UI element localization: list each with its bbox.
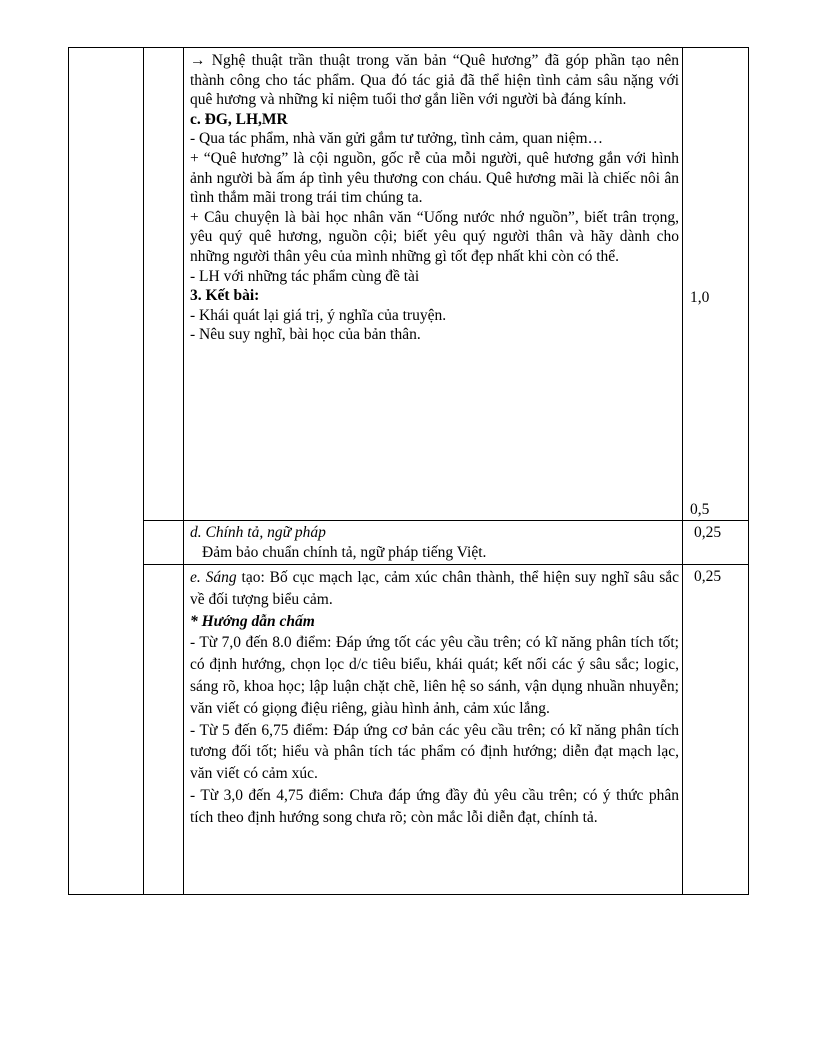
row3-title-rest: tạo: Bố cục mạch lạc, cảm xúc chân thành, thể hiện suy nghĩ sâu sắc về đối tượng biểu cảm. [190,569,679,608]
row1-score-a: 1,0 [690,289,710,306]
row3-title-italic: e. Sáng [190,569,237,586]
row2-text: Đảm bảo chuẩn chính tả, ngữ pháp tiếng Việt. [202,543,487,561]
table-col-divider-3 [682,47,683,895]
table-border-left [68,47,69,895]
row1-paragraph-5: - LH với những tác phẩm cùng đề tài [190,267,420,285]
row3-guide-1: - Từ 7,0 đến 8.0 điểm: Đáp ứng tốt các yêu cầu trên; có kĩ năng phân tích tốt; có định hướng, chọn lọc d/c tiêu biểu, khái quát; kết nối các ý sâu sắc; logic, sáng rõ, khoa học; lập luận chặt chẽ, liên hệ so sánh, vận dụng nhuần nhuyễn; văn viết có giọng điệu riêng, giàu hình ảnh, cảm xúc lắng. [190,634,679,717]
row1-score-b: 0,5 [690,501,710,518]
table-border-right [748,47,749,895]
table-border-bottom [68,894,749,895]
row3-guide-heading: * Hướng dẫn chấm [190,612,315,630]
row2-title: d. Chính tả, ngữ pháp [190,524,326,541]
table-col-divider-2 [183,47,184,895]
row1-conclusion-paragraph: → Nghệ thuật trần thuật trong văn bản “Quê hương” đã góp phần tạo nên thành công cho tác phẩm. Qua đó tác giả đã thể hiện tình cảm sâu nặng với quê hương và những kỉ niệm tuổi thơ gắn liền với người bà đáng kính. [190,52,679,109]
row3-content [190,567,679,829]
row2-content [190,523,679,562]
table-row-divider-2 [143,564,749,565]
row3-guide-2: - Từ 5 đến 6,75 điểm: Đáp ứng cơ bản các yêu cầu trên; có kĩ năng phân tích tương đối tốt; hiểu và phân tích tác phẩm có định hướng; diễn đạt mạch lạc, văn viết có cảm xúc. [190,721,679,783]
row1-content [190,51,679,345]
row3-guide-3: - Từ 3,0 đến 4,75 điểm: Chưa đáp ứng đầy đủ yêu cầu trên; có ý thức phân tích theo định hướng song chưa rõ; còn mắc lỗi diễn đạt, chính tả. [190,786,679,826]
row1-heading-3: 3. Kết bài: [190,287,260,305]
row2-score: 0,25 [694,524,722,541]
row1-paragraph-2: - Qua tác phẩm, nhà văn gửi gắm tư tưởng, tình cảm, quan niệm… [190,130,604,148]
row3-score: 0,25 [694,568,722,585]
row1-paragraph-7: - Nêu suy nghĩ, bài học của bản thân. [190,326,421,344]
row1-paragraph-3: + “Quê hương” là cội nguồn, gốc rễ của mỗi người, quê hương gắn với hình ảnh người bà ấm áp tình yêu thương con cháu. Quê hương mãi là chiếc nôi ân tình thắm mãi trong trái tim chúng ta. [190,149,679,207]
table-row-divider-1 [143,520,749,521]
row1-paragraph-6: - Khái quát lại giá trị, ý nghĩa của truyện. [190,306,447,324]
row1-paragraph-4: + Câu chuyện là bài học nhân văn “Uống nước nhớ nguồn”, biết trân trọng, yêu quý quê hương, nguồn cội; biết yêu quý người thân và hãy dành cho những người thân yêu của mình những gì tốt đẹp nhất khi còn có thể. [190,208,679,265]
table-border-top [68,47,749,48]
row1-heading-c: c. ĐG, LH,MR [190,110,288,128]
table-col-divider-1 [143,47,144,895]
row3-title [190,567,679,611]
